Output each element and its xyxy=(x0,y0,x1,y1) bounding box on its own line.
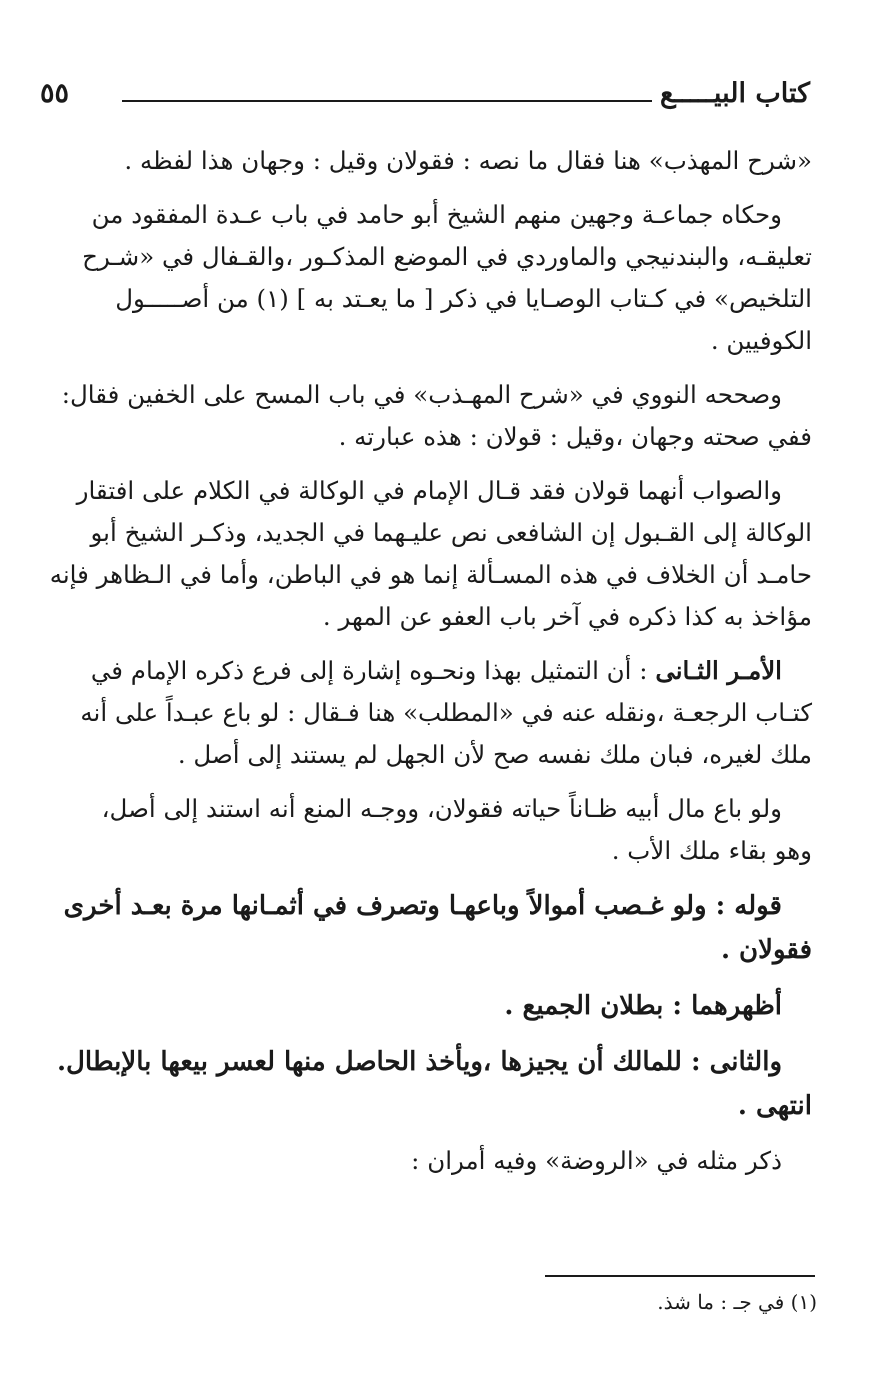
text-line: ملك لغيره، فبان ملك نفسه صح لأن الجهل لم يستند إلى أصل . xyxy=(177,740,812,769)
text-line: أظهرهما : بطلان الجميع . xyxy=(504,991,782,1021)
text-line: التلخيص» في كـتاب الوصـايا في ذكر [ ما يعـتد به ] (١) من أصـــــول xyxy=(115,284,812,313)
paragraph-1 xyxy=(48,140,812,182)
paragraph-5 xyxy=(48,650,812,776)
text-line: انتهى . xyxy=(737,1091,812,1121)
text-line: حامـد أن الخلاف في هذه المسـألة إنما هو في الباطن، وأما في الـظاهر فإنه xyxy=(49,560,812,589)
text-line: مؤاخذ به كذا ذكره في آخر باب العفو عن المهر . xyxy=(322,602,812,631)
text-line: والثانى : للمالك أن يجيزها ،ويأخذ الحاصل منها لعسر بيعها بالإبطال. xyxy=(56,1047,782,1077)
text-line: وصححه النووي في «شرح المهـذب» في باب المسح على الخفين فقال: xyxy=(61,380,782,409)
paragraph-3 xyxy=(48,374,812,458)
footnote-rule xyxy=(545,1275,815,1277)
footnote: (١) في جـ : ما شذ. xyxy=(657,1290,817,1314)
text-line: ولو باع مال أبيه ظـاناً حياته فقولان، ووجـه المنع أنه استند إلى أصل، xyxy=(101,794,782,823)
quoted-first-opinion xyxy=(48,984,812,1028)
header-rule xyxy=(122,100,652,102)
text-line: وهو بقاء ملك الأب . xyxy=(611,836,812,865)
text-line: قوله : ولو غـصب أموالاً وباعهـا وتصرف في أثمـانها مرة بعـد أخرى xyxy=(63,891,782,921)
text-line: فقولان . xyxy=(720,935,812,965)
quoted-statement xyxy=(48,884,812,972)
paragraph-4 xyxy=(48,470,812,638)
paragraph-6 xyxy=(48,788,812,872)
page-number: ٥٥ xyxy=(40,78,70,109)
closing-paragraph xyxy=(48,1140,812,1182)
text-run: : أن التمثيل بهذا ونحـوه إشارة إلى فرع ذكره الإمام في xyxy=(90,656,648,685)
section-lead: الأمـر الثـانى xyxy=(655,656,782,685)
text-line: والصواب أنهما قولان فقد قـال الإمام في الوكالة في الكلام على افتقار xyxy=(76,476,782,505)
text-line: ففي صحته وجهان ،وقيل : قولان : هذه عبارته . xyxy=(338,422,812,451)
text-line: «شرح المهذب» هنا فقال ما نصه : فقولان وقيل : وجهان هذا لفظه . xyxy=(124,146,812,175)
text-line: وحكاه جماعـة وجهين منهم الشيخ أبو حامد في باب عـدة المفقود من xyxy=(91,200,782,229)
text-line: تعليقـه، والبندنيجي والماوردي في الموضع المذكـور ،والقـفال في «شـرح xyxy=(82,242,812,271)
running-title: كتاب البيـــــع xyxy=(660,78,810,109)
text-line: كتـاب الرجعـة ،ونقله عنه في «المطلب» هنا فـقال : لو باع عبـداً على أنه xyxy=(80,698,812,727)
text-line: ذكر مثله في «الروضة» وفيه أمران : xyxy=(411,1146,782,1175)
text-line: الكوفيين . xyxy=(710,326,812,355)
text-line: الوكالة إلى القـبول إن الشافعى نص عليـهما في الجديد، وذكـر الشيخ أبو xyxy=(90,518,812,547)
body-text xyxy=(48,140,812,1194)
paragraph-2 xyxy=(48,194,812,362)
quoted-second-opinion xyxy=(48,1040,812,1128)
page-header xyxy=(40,78,810,118)
